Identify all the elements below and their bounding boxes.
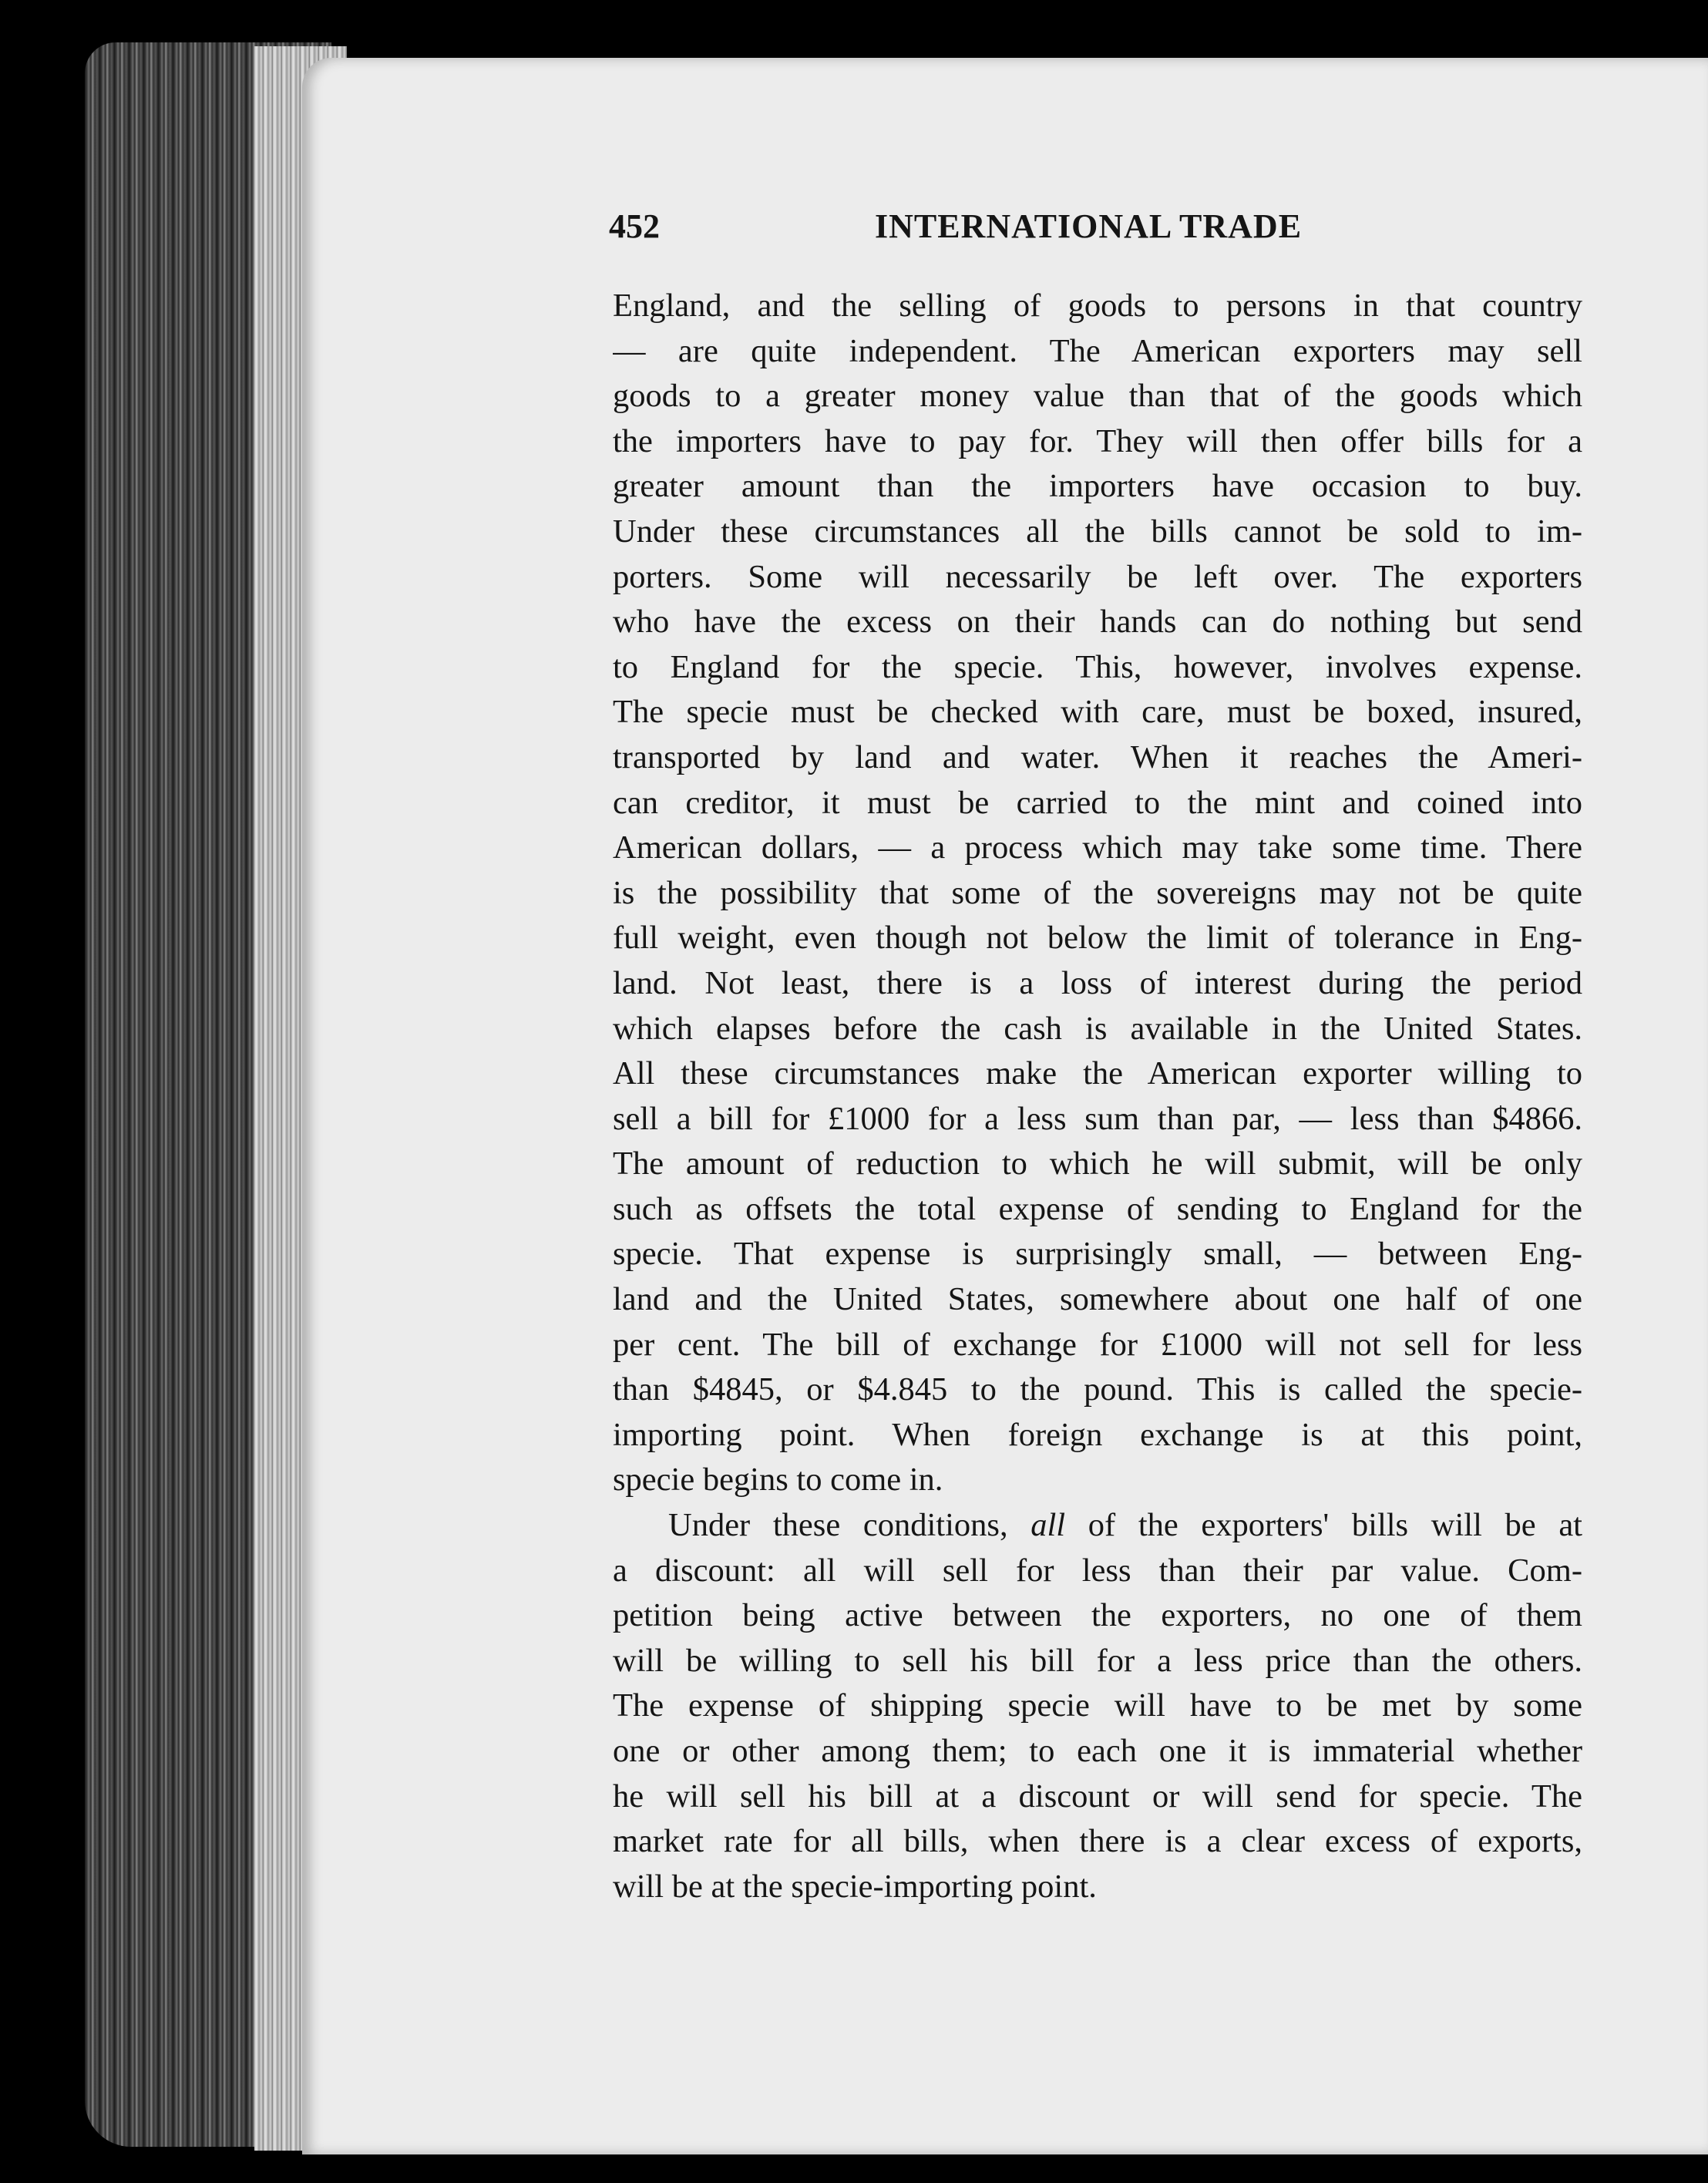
text-line: The amount of reduction to which he will submit, will be only [613, 1145, 1582, 1182]
text-line: one or other among them; to each one it is immaterial whether [613, 1733, 1582, 1769]
text-line: can creditor, it must be carried to the mint and coined into [613, 784, 1582, 821]
text-line: goods to a greater money value than that of the goods which [613, 378, 1582, 415]
text-line: which elapses before the cash is available in the United States. [613, 1010, 1582, 1047]
text-line: England, and the selling of goods to persons in that country [613, 288, 1582, 324]
text-line: porters. Some will necessarily be left over. The exporters [613, 558, 1582, 595]
paragraph-1 [613, 284, 1582, 1503]
text-line: than $4845, or $4.845 to the pound. This is called the specie- [613, 1371, 1582, 1408]
paragraph-2 [613, 1503, 1582, 1909]
text-line: specie. That expense is surprisingly small, — between Eng- [613, 1236, 1582, 1273]
running-title: INTERNATIONAL TRADE [875, 207, 1303, 245]
text-line: a discount: all will sell for less than their par value. Com- [613, 1552, 1582, 1589]
text-line: to England for the specie. This, however, involves expense. [613, 648, 1582, 685]
text-line: will be at the specie-importing point. [613, 1868, 1097, 1905]
text-line: the importers have to pay for. They will then offer bills for a [613, 422, 1582, 459]
text-line: transported by land and water. When it reaches the Ameri- [613, 738, 1582, 775]
text-line: greater amount than the importers have occasion to buy. [613, 468, 1582, 505]
text-line: sell a bill for £1000 for a less sum than par, — less than $4866. [613, 1100, 1582, 1137]
text-line: petition being active between the exporters, no one of them [613, 1597, 1582, 1634]
text-line: is the possibility that some of the sovereigns may not be quite [613, 874, 1582, 911]
text-line: specie begins to come in. [613, 1462, 943, 1498]
text-line: importing point. When foreign exchange is at this point, [613, 1416, 1582, 1453]
text-line: All these circumstances make the American exporter willing to [613, 1055, 1582, 1092]
text-line: such as offsets the total expense of sending to England for the [613, 1190, 1582, 1227]
text-line-with-italic [613, 1503, 1582, 1549]
text-line: land and the United States, somewhere about one half of one [613, 1281, 1582, 1318]
text-line: American dollars, — a process which may take some time. There [613, 829, 1582, 866]
body-text [613, 284, 1582, 1909]
text-line: Under these circumstances all the bills cannot be sold to im- [613, 513, 1582, 550]
text-line: he will sell his bill at a discount or will send for specie. The [613, 1778, 1582, 1815]
text-line: who have the excess on their hands can do nothing but send [613, 604, 1582, 641]
page-header [609, 207, 1584, 253]
text-line: market rate for all bills, when there is a clear excess of exports, [613, 1823, 1582, 1860]
italic-prefix: Under these conditions, all of the exporters' bills will be at [668, 1507, 1582, 1544]
text-line: full weight, even though not below the limit of tolerance in Eng- [613, 920, 1582, 957]
text-line: — are quite independent. The American exporters may sell [613, 332, 1582, 369]
text-line: land. Not least, there is a loss of interest during the period [613, 964, 1582, 1001]
text-line: The expense of shipping specie will have to be met by some [613, 1687, 1582, 1724]
text-line: The specie must be checked with care, must be boxed, insured, [613, 694, 1582, 731]
text-line: per cent. The bill of exchange for £1000 will not sell for less [613, 1326, 1582, 1363]
text-line: will be willing to sell his bill for a less price than the others. [613, 1642, 1582, 1679]
page-number: 452 [609, 207, 660, 245]
